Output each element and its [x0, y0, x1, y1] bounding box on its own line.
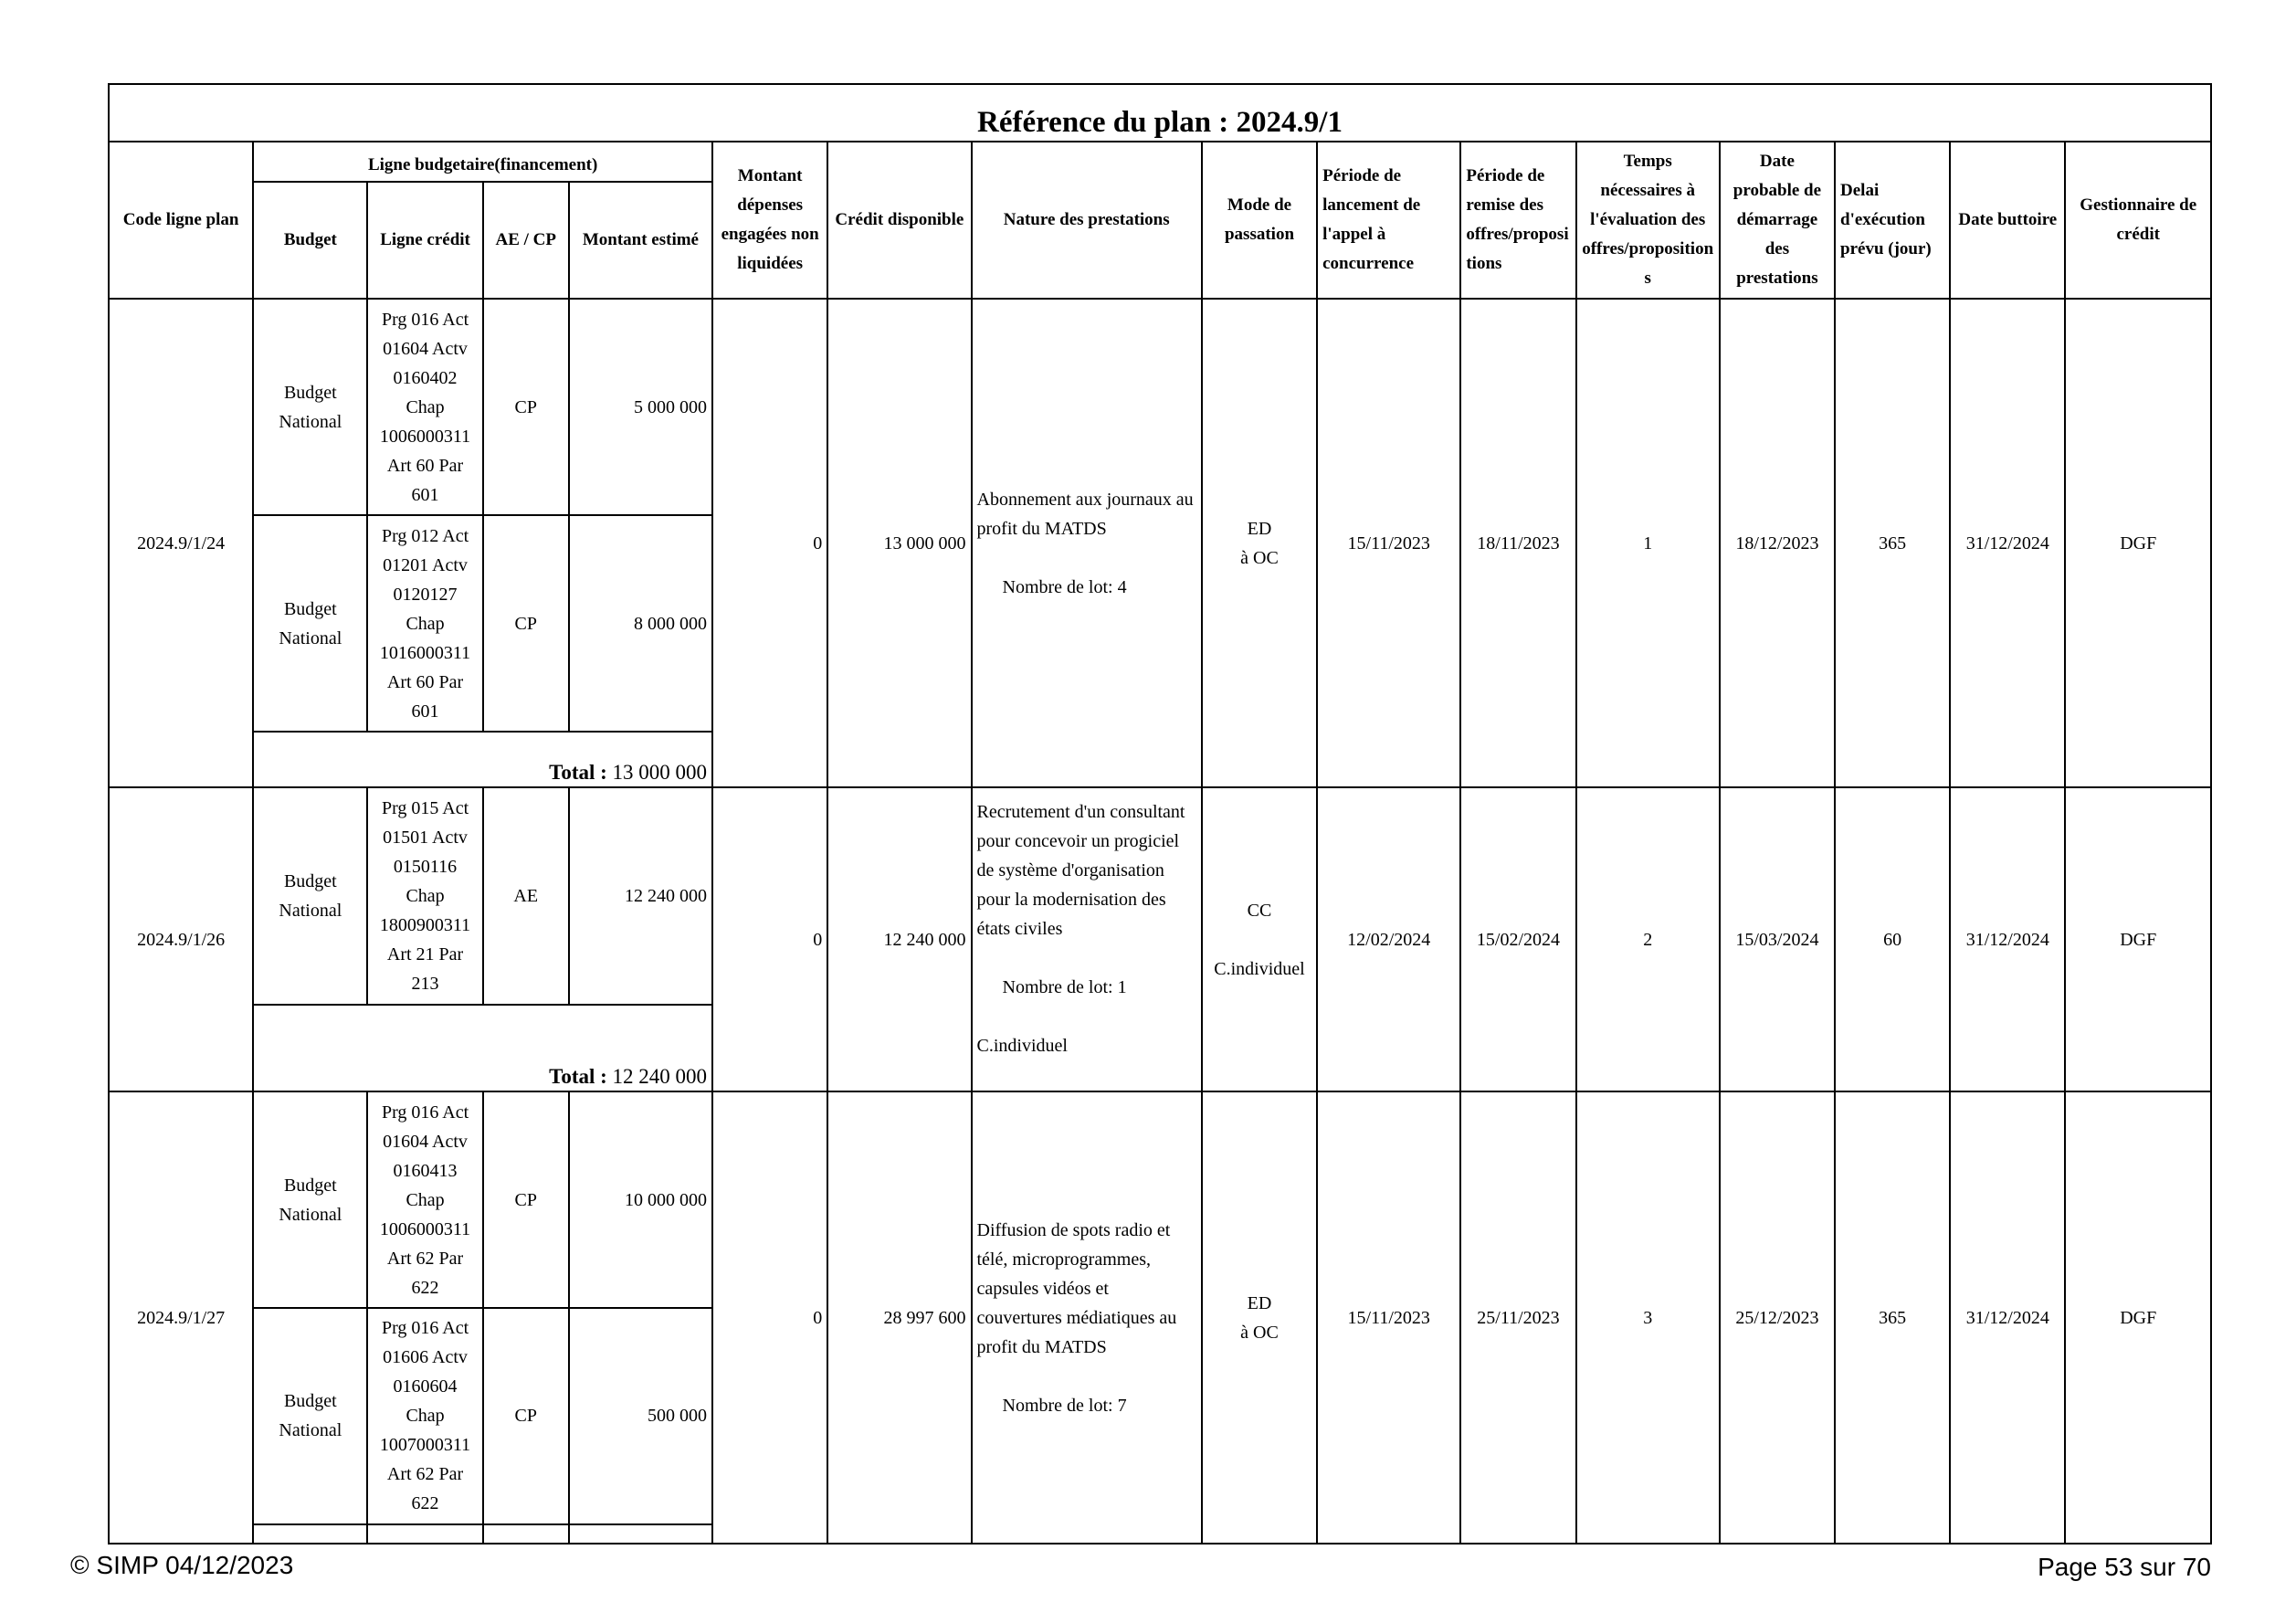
header-temps-evaluation: Temps nécessaires à l'évaluation des offres/propositions [1576, 142, 1720, 299]
nombre-lot-text: Nombre de lot: 7 [1002, 1395, 1127, 1416]
mode-passation-cell [1202, 299, 1317, 788]
total-label: Total : [549, 761, 607, 785]
code-ligne-plan: 2024.9/1/24 [109, 299, 253, 788]
nature-text: Recrutement d'un consultant pour concevoir un progiciel de système d'organisation pour la modernisation des états civiles [976, 802, 1185, 940]
temps-evaluation-cell: 3 [1576, 1091, 1720, 1544]
date-buttoire-cell: 31/12/2024 [1950, 299, 2065, 788]
ae-cp-cell: AE [483, 787, 569, 1005]
periode-remise-cell: 18/11/2023 [1460, 299, 1575, 788]
credit-disponible-cell: 28 997 600 [827, 1091, 971, 1544]
ligne-credit-cell: Prg 016 Act 01604 Actv 0160413 Chap 1006000311 Art 62 Par 622 [367, 1091, 482, 1308]
header-periode-lancement: Période de lancement de l'appel à concurrence [1317, 142, 1460, 299]
total-cell [253, 1005, 712, 1091]
code-ligne-plan: 2024.9/1/27 [109, 1091, 253, 1544]
total-value: 12 240 000 [612, 1065, 708, 1089]
delai-execution-cell: 60 [1835, 787, 1950, 1091]
header-date-demarrage: Date probable de démarrage des prestations [1720, 142, 1835, 299]
credit-disponible-cell: 13 000 000 [827, 299, 971, 788]
date-demarrage-cell: 15/03/2024 [1720, 787, 1835, 1091]
total-cell [253, 732, 712, 787]
periode-lancement-cell: 15/11/2023 [1317, 299, 1460, 788]
ae-cp-cell: CP [483, 299, 569, 516]
header-mode-passation: Mode de passation [1202, 142, 1317, 299]
ligne-credit-cell: Prg 016 Act 01604 Actv 0160402 Chap 1006000311 Art 60 Par 601 [367, 299, 482, 516]
montant-estime-cell: 8 000 000 [569, 515, 712, 732]
periode-lancement-cell: 15/11/2023 [1317, 1091, 1460, 1544]
header-ligne-budgetaire: Ligne budgetaire(financement) [253, 142, 712, 182]
header-ae-cp: AE / CP [483, 182, 569, 298]
empty-cell [367, 1524, 482, 1544]
ligne-credit-cell: Prg 012 Act 01201 Actv 0120127 Chap 1016000311 Art 60 Par 601 [367, 515, 482, 732]
ae-cp-cell: CP [483, 515, 569, 732]
ligne-credit-cell: Prg 015 Act 01501 Actv 0150116 Chap 1800900311 Art 21 Par 213 [367, 787, 482, 1005]
mode-passation-cell [1202, 1091, 1317, 1544]
table-row [109, 1091, 2211, 1308]
budget-cell: Budget National [253, 787, 367, 1005]
nature-text: Abonnement aux journaux au profit du MATDS [976, 489, 1194, 539]
montant-depenses-cell: 0 [712, 1091, 827, 1544]
empty-cell [253, 1524, 367, 1544]
date-demarrage-cell: 25/12/2023 [1720, 1091, 1835, 1544]
periode-lancement-cell: 12/02/2024 [1317, 787, 1460, 1091]
montant-depenses-cell: 0 [712, 299, 827, 788]
mode-passation-line1: ED [1247, 518, 1272, 539]
header-periode-remise: Période de remise des offres/propositions [1460, 142, 1575, 299]
footer-page-number: Page 53 sur 70 [2038, 1553, 2211, 1581]
mode-passation-line1: CC [1247, 900, 1272, 921]
date-buttoire-cell: 31/12/2024 [1950, 1091, 2065, 1544]
header-montant-estime: Montant estimé [569, 182, 712, 298]
total-value: 13 000 000 [612, 761, 708, 785]
montant-estime-cell: 500 000 [569, 1308, 712, 1524]
header-ligne-credit: Ligne crédit [367, 182, 482, 298]
header-code-ligne-plan: Code ligne plan [109, 142, 253, 299]
ae-cp-cell: CP [483, 1308, 569, 1524]
temps-evaluation-cell: 2 [1576, 787, 1720, 1091]
budget-cell: Budget National [253, 1308, 367, 1524]
date-buttoire-cell: 31/12/2024 [1950, 787, 2065, 1091]
mode-passation-line2: C.individuel [1214, 958, 1305, 979]
budget-cell: Budget National [253, 515, 367, 732]
header-gestionnaire-credit: Gestionnaire de crédit [2065, 142, 2211, 299]
header-date-buttoire: Date buttoire [1950, 142, 2065, 299]
header-credit-disponible: Crédit disponible [827, 142, 971, 299]
code-ligne-plan: 2024.9/1/26 [109, 787, 253, 1091]
budget-cell: Budget National [253, 299, 367, 516]
credit-disponible-cell: 12 240 000 [827, 787, 971, 1091]
mode-passation-cell [1202, 787, 1317, 1091]
footer-copyright: © SIMP 04/12/2023 [70, 1551, 294, 1579]
delai-execution-cell: 365 [1835, 1091, 1950, 1544]
procurement-plan-table [108, 83, 2212, 1544]
periode-remise-cell: 25/11/2023 [1460, 1091, 1575, 1544]
montant-estime-cell: 12 240 000 [569, 787, 712, 1005]
mode-passation-line2: à OC [1240, 547, 1279, 568]
total-label: Total : [549, 1065, 607, 1089]
nature-prestations-cell [972, 1091, 1202, 1544]
header-budget: Budget [253, 182, 367, 298]
delai-execution-cell: 365 [1835, 299, 1950, 788]
mode-passation-line2: à OC [1240, 1322, 1279, 1343]
gestionnaire-cell: DGF [2065, 299, 2211, 788]
gestionnaire-cell: DGF [2065, 1091, 2211, 1544]
montant-depenses-cell: 0 [712, 787, 827, 1091]
ae-cp-cell: CP [483, 1091, 569, 1308]
gestionnaire-cell: DGF [2065, 787, 2211, 1091]
ligne-credit-cell: Prg 016 Act 01606 Actv 0160604 Chap 1007000311 Art 62 Par 622 [367, 1308, 482, 1524]
budget-cell: Budget National [253, 1091, 367, 1308]
nature-prestations-cell [972, 787, 1202, 1091]
nombre-lot-text: Nombre de lot: 1 [1002, 977, 1127, 998]
header-montant-depenses: Montant dépenses engagées non liquidées [712, 142, 827, 299]
date-demarrage-cell: 18/12/2023 [1720, 299, 1835, 788]
nature-prestations-cell [972, 299, 1202, 788]
montant-estime-cell: 10 000 000 [569, 1091, 712, 1308]
table-row [109, 787, 2211, 1005]
temps-evaluation-cell: 1 [1576, 299, 1720, 788]
mode-passation-line1: ED [1247, 1292, 1272, 1313]
nature-text: Diffusion de spots radio et télé, microprogrammes, capsules vidéos et couvertures médiatiques au profit du MATDS [976, 1219, 1177, 1357]
header-nature-prestations: Nature des prestations [972, 142, 1202, 299]
plan-reference-title: Référence du plan : 2024.9/1 [109, 84, 2211, 142]
nature-extra-text: C.individuel [976, 1036, 1068, 1057]
header-delai-execution: Delai d'exécution prévu (jour) [1835, 142, 1950, 299]
empty-cell [483, 1524, 569, 1544]
empty-cell [569, 1524, 712, 1544]
nombre-lot-text: Nombre de lot: 4 [1002, 576, 1127, 597]
table-row [109, 299, 2211, 516]
periode-remise-cell: 15/02/2024 [1460, 787, 1575, 1091]
montant-estime-cell: 5 000 000 [569, 299, 712, 516]
